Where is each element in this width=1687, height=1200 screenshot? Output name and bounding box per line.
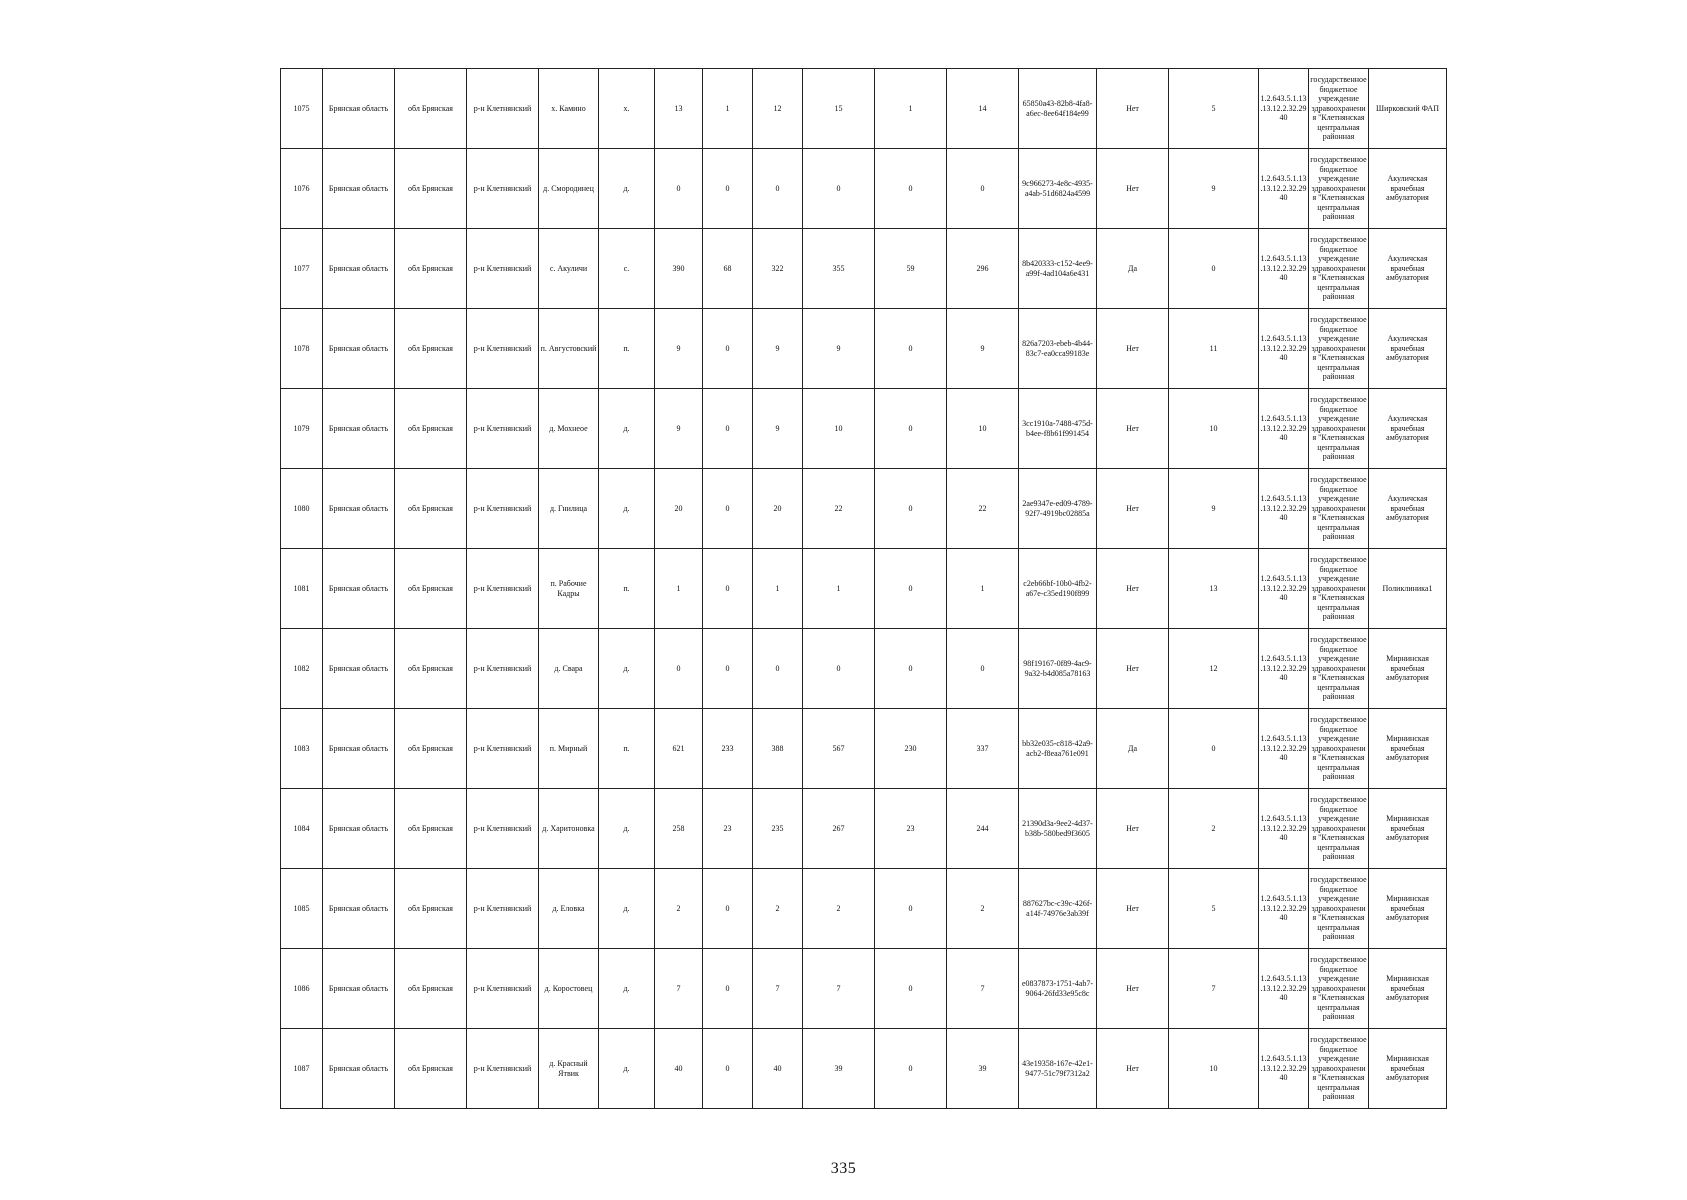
count-adults-cell: 0 [753, 149, 803, 229]
settlement-cell: п. Августовский [539, 309, 599, 389]
district-cell: р-н Клетнянский [467, 1029, 539, 1109]
count-children-cell: 0 [703, 469, 753, 549]
has-facility-cell: Да [1097, 709, 1169, 789]
fias-id-cell: 2ae9347e-ed09-4789-92f7-4919bc02885a [1019, 469, 1097, 549]
district-cell: р-н Клетнянский [467, 869, 539, 949]
settlement-type-cell: х. [599, 69, 655, 149]
count2-adults-cell: 1 [947, 549, 1019, 629]
region-cell: Брянская область [323, 949, 395, 1029]
distance-cell: 9 [1169, 149, 1259, 229]
row-number: 1078 [281, 309, 323, 389]
region-cell: Брянская область [323, 309, 395, 389]
table-row [281, 1029, 1447, 1109]
has-facility-cell: Нет [1097, 69, 1169, 149]
count2-total-cell: 1 [803, 549, 875, 629]
row-number: 1080 [281, 469, 323, 549]
count-total-cell: 2 [655, 869, 703, 949]
region-short-cell: обл Брянская [395, 469, 467, 549]
distance-cell: 10 [1169, 1029, 1259, 1109]
district-cell: р-н Клетнянский [467, 629, 539, 709]
oid-code-cell: 1.2.643.5.1.13.13.12.2.32.2940 [1259, 789, 1309, 869]
settlement-cell: д. Мохнеое [539, 389, 599, 469]
region-cell: Брянская область [323, 869, 395, 949]
count-total-cell: 9 [655, 389, 703, 469]
count2-adults-cell: 22 [947, 469, 1019, 549]
settlements-table [280, 68, 1447, 1109]
distance-cell: 2 [1169, 789, 1259, 869]
subdivision-cell: Мирнинская врачебная амбулатория [1369, 709, 1447, 789]
settlement-cell: д. Гнилица [539, 469, 599, 549]
has-facility-cell: Нет [1097, 389, 1169, 469]
settlement-cell: д. Красный Ятвик [539, 1029, 599, 1109]
subdivision-cell: Мирнинская врачебная амбулатория [1369, 1029, 1447, 1109]
table-row [281, 469, 1447, 549]
has-facility-cell: Нет [1097, 629, 1169, 709]
region-short-cell: обл Брянская [395, 869, 467, 949]
distance-cell: 12 [1169, 629, 1259, 709]
count2-children-cell: 0 [875, 869, 947, 949]
has-facility-cell: Нет [1097, 309, 1169, 389]
distance-cell: 10 [1169, 389, 1259, 469]
oid-code-cell: 1.2.643.5.1.13.13.12.2.32.2940 [1259, 549, 1309, 629]
table-body [281, 69, 1447, 1109]
subdivision-cell: Акуличская врачебная амбулатория [1369, 309, 1447, 389]
count-children-cell: 23 [703, 789, 753, 869]
settlement-type-cell: с. [599, 229, 655, 309]
count2-children-cell: 0 [875, 389, 947, 469]
oid-code-cell: 1.2.643.5.1.13.13.12.2.32.2940 [1259, 629, 1309, 709]
count-total-cell: 0 [655, 629, 703, 709]
subdivision-cell: Акуличская врачебная амбулатория [1369, 149, 1447, 229]
table-row [281, 949, 1447, 1029]
organization-cell: государственное бюджетное учреждение здравоохранения "Клетнянская центральная районная [1309, 229, 1369, 309]
table-row [281, 309, 1447, 389]
fias-id-cell: e0837873-1751-4ab7-9064-26fd33e95c8c [1019, 949, 1097, 1029]
count-adults-cell: 20 [753, 469, 803, 549]
organization-cell: государственное бюджетное учреждение здравоохранения "Клетнянская центральная районная [1309, 789, 1369, 869]
count-total-cell: 258 [655, 789, 703, 869]
table-row [281, 229, 1447, 309]
count2-children-cell: 0 [875, 149, 947, 229]
count2-children-cell: 230 [875, 709, 947, 789]
table-row [281, 709, 1447, 789]
count2-adults-cell: 244 [947, 789, 1019, 869]
organization-cell: государственное бюджетное учреждение здравоохранения "Клетнянская центральная районная [1309, 629, 1369, 709]
count2-total-cell: 15 [803, 69, 875, 149]
region-cell: Брянская область [323, 629, 395, 709]
oid-code-cell: 1.2.643.5.1.13.13.12.2.32.2940 [1259, 469, 1309, 549]
count2-adults-cell: 2 [947, 869, 1019, 949]
distance-cell: 7 [1169, 949, 1259, 1029]
settlement-type-cell: д. [599, 469, 655, 549]
count-total-cell: 9 [655, 309, 703, 389]
count-total-cell: 621 [655, 709, 703, 789]
district-cell: р-н Клетнянский [467, 789, 539, 869]
count2-adults-cell: 14 [947, 69, 1019, 149]
fias-id-cell: 826a7203-ebeb-4b44-83c7-ea0cca99183e [1019, 309, 1097, 389]
count2-total-cell: 0 [803, 149, 875, 229]
fias-id-cell: 65850a43-82b8-4fa8-a6ec-8ee64f184e99 [1019, 69, 1097, 149]
count2-children-cell: 59 [875, 229, 947, 309]
oid-code-cell: 1.2.643.5.1.13.13.12.2.32.2940 [1259, 869, 1309, 949]
settlement-cell: п. Рабочие Кадры [539, 549, 599, 629]
region-short-cell: обл Брянская [395, 629, 467, 709]
subdivision-cell: Акуличская врачебная амбулатория [1369, 389, 1447, 469]
settlement-type-cell: п. [599, 309, 655, 389]
region-cell: Брянская область [323, 389, 395, 469]
count-children-cell: 0 [703, 949, 753, 1029]
settlement-cell: д. Харитоновка [539, 789, 599, 869]
settlement-cell: д. Коростовец [539, 949, 599, 1029]
count2-children-cell: 23 [875, 789, 947, 869]
row-number: 1082 [281, 629, 323, 709]
count2-adults-cell: 0 [947, 149, 1019, 229]
count2-adults-cell: 296 [947, 229, 1019, 309]
region-cell: Брянская область [323, 469, 395, 549]
count2-children-cell: 0 [875, 309, 947, 389]
count2-total-cell: 267 [803, 789, 875, 869]
count-children-cell: 0 [703, 1029, 753, 1109]
settlement-type-cell: п. [599, 709, 655, 789]
organization-cell: государственное бюджетное учреждение здравоохранения "Клетнянская центральная районная [1309, 469, 1369, 549]
table-row [281, 69, 1447, 149]
row-number: 1075 [281, 69, 323, 149]
subdivision-cell: Акуличская врачебная амбулатория [1369, 229, 1447, 309]
region-short-cell: обл Брянская [395, 229, 467, 309]
region-cell: Брянская область [323, 549, 395, 629]
has-facility-cell: Да [1097, 229, 1169, 309]
settlement-cell: п. Мирный [539, 709, 599, 789]
count2-total-cell: 9 [803, 309, 875, 389]
count-adults-cell: 0 [753, 629, 803, 709]
organization-cell: государственное бюджетное учреждение здравоохранения "Клетнянская центральная районная [1309, 549, 1369, 629]
count2-children-cell: 0 [875, 549, 947, 629]
count-children-cell: 233 [703, 709, 753, 789]
count-adults-cell: 322 [753, 229, 803, 309]
count2-children-cell: 0 [875, 469, 947, 549]
count-adults-cell: 2 [753, 869, 803, 949]
oid-code-cell: 1.2.643.5.1.13.13.12.2.32.2940 [1259, 229, 1309, 309]
district-cell: р-н Клетнянский [467, 149, 539, 229]
fias-id-cell: 3cc1910a-7488-475d-b4ee-f8b61f991454 [1019, 389, 1097, 469]
count-adults-cell: 9 [753, 389, 803, 469]
count-adults-cell: 1 [753, 549, 803, 629]
count2-total-cell: 7 [803, 949, 875, 1029]
row-number: 1079 [281, 389, 323, 469]
row-number: 1077 [281, 229, 323, 309]
district-cell: р-н Клетнянский [467, 389, 539, 469]
count2-children-cell: 0 [875, 629, 947, 709]
fias-id-cell: 43e19358-167e-42e1-9477-51c79f7312a2 [1019, 1029, 1097, 1109]
subdivision-cell: Мирнинская врачебная амбулатория [1369, 789, 1447, 869]
has-facility-cell: Нет [1097, 549, 1169, 629]
fias-id-cell: c2eb66bf-10b0-4fb2-a67e-c35ed190f899 [1019, 549, 1097, 629]
district-cell: р-н Клетнянский [467, 469, 539, 549]
table-row [281, 629, 1447, 709]
has-facility-cell: Нет [1097, 869, 1169, 949]
count2-total-cell: 0 [803, 629, 875, 709]
region-cell: Брянская область [323, 789, 395, 869]
district-cell: р-н Клетнянский [467, 549, 539, 629]
district-cell: р-н Клетнянский [467, 949, 539, 1029]
row-number: 1076 [281, 149, 323, 229]
distance-cell: 0 [1169, 709, 1259, 789]
region-short-cell: обл Брянская [395, 69, 467, 149]
oid-code-cell: 1.2.643.5.1.13.13.12.2.32.2940 [1259, 709, 1309, 789]
region-cell: Брянская область [323, 69, 395, 149]
settlement-type-cell: д. [599, 389, 655, 469]
region-short-cell: обл Брянская [395, 949, 467, 1029]
district-cell: р-н Клетнянский [467, 709, 539, 789]
oid-code-cell: 1.2.643.5.1.13.13.12.2.32.2940 [1259, 149, 1309, 229]
settlement-type-cell: д. [599, 629, 655, 709]
table-row [281, 389, 1447, 469]
district-cell: р-н Клетнянский [467, 309, 539, 389]
count2-children-cell: 1 [875, 69, 947, 149]
count-adults-cell: 9 [753, 309, 803, 389]
region-cell: Брянская область [323, 709, 395, 789]
distance-cell: 0 [1169, 229, 1259, 309]
count2-total-cell: 39 [803, 1029, 875, 1109]
count-adults-cell: 388 [753, 709, 803, 789]
count2-total-cell: 355 [803, 229, 875, 309]
count2-adults-cell: 337 [947, 709, 1019, 789]
settlement-type-cell: п. [599, 549, 655, 629]
has-facility-cell: Нет [1097, 149, 1169, 229]
scanned-table-page [280, 68, 1447, 1109]
count-children-cell: 0 [703, 549, 753, 629]
oid-code-cell: 1.2.643.5.1.13.13.12.2.32.2940 [1259, 69, 1309, 149]
count-children-cell: 0 [703, 869, 753, 949]
settlement-cell: д. Смородинец [539, 149, 599, 229]
count2-children-cell: 0 [875, 949, 947, 1029]
settlement-type-cell: д. [599, 869, 655, 949]
settlement-type-cell: д. [599, 949, 655, 1029]
count-children-cell: 1 [703, 69, 753, 149]
row-number: 1081 [281, 549, 323, 629]
count-children-cell: 0 [703, 149, 753, 229]
count-adults-cell: 12 [753, 69, 803, 149]
region-short-cell: обл Брянская [395, 389, 467, 469]
has-facility-cell: Нет [1097, 1029, 1169, 1109]
count2-adults-cell: 0 [947, 629, 1019, 709]
region-short-cell: обл Брянская [395, 149, 467, 229]
settlement-cell: х. Камино [539, 69, 599, 149]
count2-children-cell: 0 [875, 1029, 947, 1109]
count2-adults-cell: 7 [947, 949, 1019, 1029]
organization-cell: государственное бюджетное учреждение здравоохранения "Клетнянская центральная районная [1309, 1029, 1369, 1109]
distance-cell: 5 [1169, 869, 1259, 949]
row-number: 1086 [281, 949, 323, 1029]
count2-total-cell: 2 [803, 869, 875, 949]
table-row [281, 549, 1447, 629]
count-children-cell: 0 [703, 629, 753, 709]
table-row [281, 869, 1447, 949]
distance-cell: 11 [1169, 309, 1259, 389]
organization-cell: государственное бюджетное учреждение здравоохранения "Клетнянская центральная районная [1309, 389, 1369, 469]
region-cell: Брянская область [323, 1029, 395, 1109]
fias-id-cell: bb32e035-c818-42a9-acb2-f8eaa761e091 [1019, 709, 1097, 789]
fias-id-cell: 8b420333-c152-4ee9-a99f-4ad104a6e431 [1019, 229, 1097, 309]
organization-cell: государственное бюджетное учреждение здравоохранения "Клетнянская центральная районная [1309, 709, 1369, 789]
row-number: 1087 [281, 1029, 323, 1109]
table-row [281, 149, 1447, 229]
region-short-cell: обл Брянская [395, 709, 467, 789]
count2-total-cell: 10 [803, 389, 875, 469]
region-short-cell: обл Брянская [395, 309, 467, 389]
has-facility-cell: Нет [1097, 789, 1169, 869]
count-total-cell: 20 [655, 469, 703, 549]
count-total-cell: 1 [655, 549, 703, 629]
count-children-cell: 0 [703, 309, 753, 389]
count2-adults-cell: 10 [947, 389, 1019, 469]
settlement-cell: с. Акуличи [539, 229, 599, 309]
distance-cell: 5 [1169, 69, 1259, 149]
oid-code-cell: 1.2.643.5.1.13.13.12.2.32.2940 [1259, 1029, 1309, 1109]
oid-code-cell: 1.2.643.5.1.13.13.12.2.32.2940 [1259, 309, 1309, 389]
oid-code-cell: 1.2.643.5.1.13.13.12.2.32.2940 [1259, 949, 1309, 1029]
table-row [281, 789, 1447, 869]
row-number: 1085 [281, 869, 323, 949]
count-total-cell: 13 [655, 69, 703, 149]
count-total-cell: 390 [655, 229, 703, 309]
region-cell: Брянская область [323, 229, 395, 309]
count2-adults-cell: 39 [947, 1029, 1019, 1109]
subdivision-cell: Мирнинская врачебная амбулатория [1369, 869, 1447, 949]
count-children-cell: 68 [703, 229, 753, 309]
settlement-cell: д. Свара [539, 629, 599, 709]
has-facility-cell: Нет [1097, 949, 1169, 1029]
row-number: 1084 [281, 789, 323, 869]
count-total-cell: 0 [655, 149, 703, 229]
organization-cell: государственное бюджетное учреждение здравоохранения "Клетнянская центральная районная [1309, 309, 1369, 389]
fias-id-cell: 21390d3a-9ee2-4d37-b38b-580bed9f3605 [1019, 789, 1097, 869]
count2-total-cell: 567 [803, 709, 875, 789]
subdivision-cell: Мирнинская врачебная амбулатория [1369, 629, 1447, 709]
subdivision-cell: Акуличская врачебная амбулатория [1369, 469, 1447, 549]
settlement-type-cell: д. [599, 1029, 655, 1109]
count2-total-cell: 22 [803, 469, 875, 549]
settlement-type-cell: д. [599, 149, 655, 229]
region-short-cell: обл Брянская [395, 789, 467, 869]
region-short-cell: обл Брянская [395, 1029, 467, 1109]
count-adults-cell: 40 [753, 1029, 803, 1109]
district-cell: р-н Клетнянский [467, 229, 539, 309]
subdivision-cell: Поликлиника1 [1369, 549, 1447, 629]
subdivision-cell: Мирнинская врачебная амбулатория [1369, 949, 1447, 1029]
has-facility-cell: Нет [1097, 469, 1169, 549]
organization-cell: государственное бюджетное учреждение здравоохранения "Клетнянская центральная районная [1309, 949, 1369, 1029]
settlement-cell: д. Еловка [539, 869, 599, 949]
organization-cell: государственное бюджетное учреждение здравоохранения "Клетнянская центральная районная [1309, 869, 1369, 949]
row-number: 1083 [281, 709, 323, 789]
region-short-cell: обл Брянская [395, 549, 467, 629]
subdivision-cell: Ширковский ФАП [1369, 69, 1447, 149]
fias-id-cell: 98f19167-0f89-4ac9-9a32-b4d085a78163 [1019, 629, 1097, 709]
count-children-cell: 0 [703, 389, 753, 469]
page-number: 335 [830, 1160, 857, 1177]
settlement-type-cell: д. [599, 789, 655, 869]
district-cell: р-н Клетнянский [467, 69, 539, 149]
fias-id-cell: 887627bc-c39c-426f-a14f-74976e3ab39f [1019, 869, 1097, 949]
count-adults-cell: 7 [753, 949, 803, 1029]
count-adults-cell: 235 [753, 789, 803, 869]
count2-adults-cell: 9 [947, 309, 1019, 389]
fias-id-cell: 9c966273-4e8c-4935-a4ab-51d6824a4599 [1019, 149, 1097, 229]
organization-cell: государственное бюджетное учреждение здравоохранения "Клетнянская центральная районная [1309, 149, 1369, 229]
distance-cell: 9 [1169, 469, 1259, 549]
distance-cell: 13 [1169, 549, 1259, 629]
region-cell: Брянская область [323, 149, 395, 229]
count-total-cell: 40 [655, 1029, 703, 1109]
organization-cell: государственное бюджетное учреждение здравоохранения "Клетнянская центральная районная [1309, 69, 1369, 149]
oid-code-cell: 1.2.643.5.1.13.13.12.2.32.2940 [1259, 389, 1309, 469]
count-total-cell: 7 [655, 949, 703, 1029]
